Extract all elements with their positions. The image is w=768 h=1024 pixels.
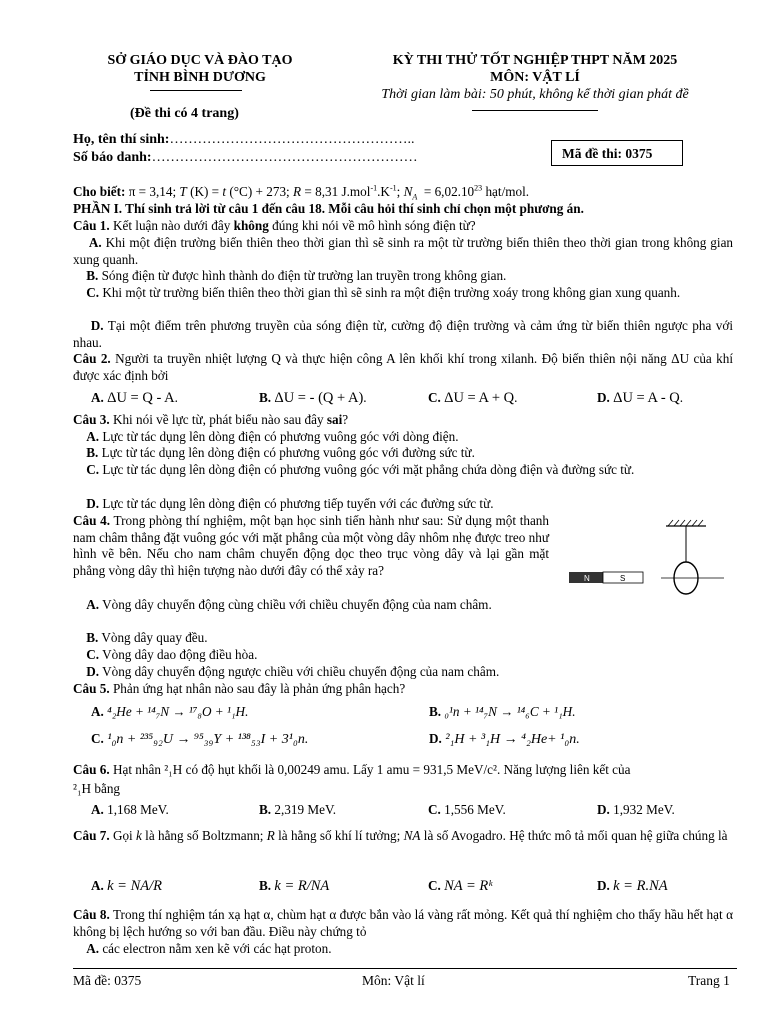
q4-stem-text: Trong phòng thí nghiệm, một bạn học sinh tiến hành như sau: Sử dụng một thanh nam châm thẳng đặt vuông góc với mặt phẳng của một vòng dây nhôm nhẹ được treo như hình vẽ bên. Nếu cho nam châm chuyển động dọc theo trục vòng dây và lại gần mặt phẳng vòng dây thì hiện tượng nào dưới đây có thể xảy ra? <box>73 513 549 578</box>
q8-option-a-text: các electron nằm xen kẽ với các hạt proton. <box>102 941 332 956</box>
footer-subject: Môn: Vật lí <box>362 973 425 988</box>
q7-na-symbol: NA <box>403 828 421 843</box>
header-underline-right <box>472 110 598 111</box>
q4-option-c-text: Vòng dây dao động điều hòa. <box>102 647 258 662</box>
candidate-name-label: Họ, tên thí sinh: <box>73 132 170 147</box>
q5-option-d[interactable]: D. ²₁H + ³₁H → ⁴₂He+ ¹₀n. <box>429 731 580 747</box>
q7-option-c-text: NA = Rᵏ <box>444 878 493 894</box>
exam-code-box: Mã đề thi: 0375 <box>551 140 683 166</box>
q4-option-a[interactable]: A. Vòng dây chuyển động cùng chiều với chiều chuyển động của nam châm. <box>86 597 492 612</box>
q6-option-c-text: 1,556 MeV. <box>444 802 506 817</box>
q1-option-c[interactable]: C. Khi một từ trường biến thiên theo thời gian thì sẽ sinh ra một điện trường xoáy trong không gian xung quanh. <box>86 285 681 300</box>
header-underline <box>150 90 242 91</box>
q7-k-symbol: k <box>136 828 142 843</box>
footer-page-number: Trang 1 <box>688 973 730 988</box>
q7-option-b-text: k = R/NA <box>274 878 330 894</box>
magnet-n-label: N <box>584 574 590 583</box>
q6-stem <box>73 762 733 779</box>
q1-option-b[interactable]: B. Sóng điện từ được hình thành do điện từ trường lan truyền trong không gian. <box>86 268 507 283</box>
q7-option-d-text: k = R.NA <box>613 878 668 894</box>
q7-option-c[interactable]: C. NA = Rᵏ <box>428 878 493 894</box>
q3-option-c-text: Lực từ tác dụng lên dòng điện có phương vuông góc với mặt phẳng chứa dòng điện và đường sức từ. <box>102 462 635 477</box>
q6-stem-b: có độ hụt khối là 0,00249 amu. Lấy 1 amu = 931,5 MeV/c². Năng lượng liên kết của <box>182 762 631 777</box>
q7-option-b[interactable]: B. k = R/NA <box>259 878 330 894</box>
q5-option-d-text: ²₁H + ³₁H → ⁴₂He+ ¹₀n. <box>445 732 580 747</box>
part1-heading: PHẦN I. Thí sinh trả lời từ câu 1 đến câu 18. Mỗi câu hỏi thí sinh chỉ chọn một phương án. <box>73 201 584 216</box>
q3-stem <box>73 412 733 429</box>
q4-option-d-text: Vòng dây chuyển động ngược chiều với chiều chuyển động của nam châm. <box>102 664 500 679</box>
q7-r-symbol: R <box>266 828 275 843</box>
given-text: π = 3,14; T (K) = t (°C) + 273; R = 8,31 $J.mol^{-1}.K^{-1}$; $N_A = 6,02.10^{23}$ hạt/mol. <box>125 183 530 202</box>
pages-note: (Đề thi có 4 trang) <box>130 106 239 121</box>
exam-header <box>330 52 740 103</box>
q5-option-a-text: ⁴₂He + ¹⁴₇N → ¹⁷₈O + ¹₁H. <box>107 704 249 719</box>
q5-option-a[interactable]: A. ⁴₂He + ¹⁴₇N → ¹⁷₈O + ¹₁H. <box>91 704 249 719</box>
subject-title: MÔN: VẬT LÍ <box>490 70 580 85</box>
q1-option-c-text: Khi một từ trường biến thiên theo thời gian thì sẽ sinh ra một điện trường xoáy trong không gian xung quanh. <box>102 285 681 300</box>
q1-option-b-text: Sóng điện từ được hình thành do điện từ trường lan truyền trong không gian. <box>101 268 507 283</box>
exam-title: KỲ THI THỬ TỐT NGHIỆP THPT NĂM 2025 <box>392 53 678 68</box>
q6-stem-c: bằng <box>91 781 121 796</box>
q3-option-c[interactable]: C. Lực từ tác dụng lên dòng điện có phương vuông góc với mặt phẳng chứa dòng điện và đường sức từ. <box>86 462 635 477</box>
q1-option-d-text: Tại một điểm trên phương truyền của sóng điện từ, cường độ điện trường và cảm ứng từ biến thiên ngược pha với nhau. <box>73 318 734 350</box>
q7-stem <box>73 828 733 845</box>
q8-stem <box>73 907 733 940</box>
q1-stem-a: Kết luận nào dưới đây <box>109 218 234 233</box>
q2-stem-text: Người ta truyền nhiệt lượng Q và thực hiện công A lên khối khí trong xilanh. Độ biến thiên nội năng ΔU của khí được xác định bởi <box>73 351 734 383</box>
q7-option-a[interactable]: A. k = NA/R <box>91 878 163 894</box>
q5-option-b-text: ₀¹n + ¹⁴₇N → ¹⁴₆C + ¹₁H. <box>444 704 576 719</box>
q8-label: Câu 8. <box>73 907 110 922</box>
q5-option-c-text: ¹₀n + ²³⁵₉₂U → ⁹⁵₃₉Y + ¹³⁸₅₃I + 3¹₀n. <box>107 732 309 747</box>
province-name: TỈNH BÌNH DƯƠNG <box>134 70 266 85</box>
q3-option-a[interactable]: A. Lực từ tác dụng lên dòng điện có phương vuông góc với dòng điện. <box>86 429 459 444</box>
q4-option-a-text: Vòng dây chuyển động cùng chiều với chiều chuyển động của nam châm. <box>102 597 492 612</box>
q3-option-d[interactable]: D. Lực từ tác dụng lên dòng điện có phương tiếp tuyến với các đường sức từ. <box>86 496 494 511</box>
q3-option-a-text: Lực từ tác dụng lên dòng điện có phương vuông góc với dòng điện. <box>102 429 459 444</box>
magnet-s-label: S <box>620 574 626 583</box>
q1-stem-b: đúng khi nói về mô hình sóng điện từ? <box>268 218 476 233</box>
q6-option-d[interactable]: D. 1,932 MeV. <box>597 802 675 817</box>
q2-option-a[interactable]: A. ΔU = Q - A. <box>91 390 178 406</box>
given-label: Cho biết: <box>73 184 126 199</box>
q2-option-a-text: ΔU = Q - A <box>107 390 175 406</box>
candidate-name-dots: …………………………………………….. <box>169 132 415 147</box>
q6-option-b[interactable]: B. 2,319 MeV. <box>259 802 337 817</box>
q3-label: Câu 3. <box>73 412 110 427</box>
q3-stem-bold: sai <box>326 412 343 427</box>
q7-stem-c: là hằng số khí lí tưởng; <box>274 828 404 843</box>
q6-option-b-text: 2,319 MeV. <box>274 802 337 817</box>
q6-stem-a: Hạt nhân <box>109 762 165 777</box>
candidate-name-line <box>73 132 414 148</box>
magnet-ring-figure <box>566 516 736 616</box>
q2-option-c-text: ΔU = A + Q <box>444 390 515 406</box>
q2-stem <box>73 351 733 384</box>
department-name: SỞ GIÁO DỤC VÀ ĐÀO TẠO <box>107 53 293 68</box>
q6-option-a[interactable]: A. 1,168 MeV. <box>91 802 169 817</box>
given-constants <box>73 184 529 200</box>
q4-label: Câu 4. <box>73 513 111 528</box>
q5-option-c[interactable]: C. ¹₀n + ²³⁵₉₂U → ⁹⁵₃₉Y + ¹³⁸₅₃I + 3¹₀n. <box>91 731 309 747</box>
footer-exam-code: Mã đề: 0375 <box>73 973 142 988</box>
q4-option-c[interactable]: C. Vòng dây dao động điều hòa. <box>86 647 258 662</box>
q6-option-c[interactable]: C. 1,556 MeV. <box>428 802 506 817</box>
q1-option-a[interactable]: A. Khi một điện trường biến thiên theo thời gian thì sẽ sinh ra một từ trường biến thiên theo thời gian trong không gian xung quanh. <box>73 235 734 267</box>
q4-stem <box>73 513 549 579</box>
q7-label: Câu 7. <box>73 828 110 843</box>
q5-option-b[interactable]: B. ₀¹n + ¹⁴₇N → ¹⁴₆C + ¹₁H. <box>429 704 576 719</box>
q2-option-d-text: ΔU = A - Q <box>613 390 680 406</box>
q8-stem-text: Trong thí nghiệm tán xạ hạt α, chùm hạt α được bắn vào lá vàng rất mỏng. Kết quả thí nghiệm cho thấy hầu hết hạt α không bị lệch hướng so với ban đầu. Điều này chứng tỏ <box>73 907 733 939</box>
q1-label: Câu 1. <box>73 218 110 233</box>
q7-stem-d: là số Avogadro. Hệ thức mô tả mối quan hệ giữa chúng là <box>420 828 728 843</box>
q6-nucleus: ²₁H <box>164 762 183 777</box>
ceiling-hatching <box>668 520 703 526</box>
q2-option-c[interactable]: C. ΔU = A + Q. <box>428 390 518 406</box>
q5-stem <box>73 681 733 698</box>
q5-label: Câu 5. <box>73 681 110 696</box>
q3-stem-a: Khi nói về lực từ, phát biểu nào sau đây <box>109 412 327 427</box>
q7-option-d[interactable]: D. k = R.NA <box>597 878 668 894</box>
q4-option-d[interactable]: D. Vòng dây chuyển động ngược chiều với chiều chuyển động của nam châm. <box>86 664 500 679</box>
q6-label: Câu 6. <box>73 762 110 777</box>
time-note: Thời gian làm bài: 50 phút, không kể thời gian phát đề <box>381 87 689 102</box>
q1-stem-bold: không <box>233 218 269 233</box>
candidate-id-line <box>73 150 418 166</box>
department-header <box>70 52 330 86</box>
q2-option-b[interactable]: B. ΔU = - (Q + A). <box>259 390 367 406</box>
candidate-id-label: Số báo danh: <box>73 150 152 165</box>
q6-option-d-text: 1,932 MeV. <box>613 802 675 817</box>
candidate-id-dots: ………………………………………………… <box>151 150 418 165</box>
q3-option-d-text: Lực từ tác dụng lên dòng điện có phương tiếp tuyến với các đường sức từ. <box>102 496 494 511</box>
q1-option-d[interactable]: D. Tại một điểm trên phương truyền của sóng điện từ, cường độ điện trường và cảm ứng từ biến thiên ngược pha với nhau. <box>73 318 734 350</box>
q5-stem-text: Phản ứng hạt nhân nào sau đây là phản ứng phân hạch? <box>109 681 406 696</box>
q7-stem-b: là hằng số Boltzmann; <box>141 828 267 843</box>
q3-stem-b: ? <box>342 412 349 427</box>
q6-nucleus-repeat: ²₁H <box>73 781 92 796</box>
q4-option-b[interactable]: B. Vòng dây quay đều. <box>86 630 208 645</box>
q6-option-a-text: 1,168 MeV. <box>107 802 169 817</box>
q7-stem-a: Gọi <box>109 828 137 843</box>
footer-divider <box>73 968 737 969</box>
q6-stem-continued <box>73 781 733 798</box>
q1-option-a-text: Khi một điện trường biến thiên theo thời gian thì sẽ sinh ra một từ trường biến thiên theo thời gian trong không gian xung quanh. <box>73 235 734 267</box>
q4-option-b-text: Vòng dây quay đều. <box>101 630 208 645</box>
q3-option-b[interactable]: B. Lực từ tác dụng lên dòng điện có phương vuông góc với đường sức từ. <box>86 445 475 460</box>
q2-label: Câu 2. <box>73 351 111 366</box>
q2-option-d[interactable]: D. ΔU = A - Q. <box>597 390 684 406</box>
q2-option-b-text: ΔU = - (Q + A) <box>274 390 364 406</box>
q3-option-b-text: Lực từ tác dụng lên dòng điện có phương vuông góc với đường sức từ. <box>101 445 475 460</box>
q1-stem <box>73 218 733 235</box>
q8-option-a[interactable]: A. các electron nằm xen kẽ với các hạt proton. <box>86 941 332 956</box>
q7-option-a-text: k = NA/R <box>107 878 163 894</box>
